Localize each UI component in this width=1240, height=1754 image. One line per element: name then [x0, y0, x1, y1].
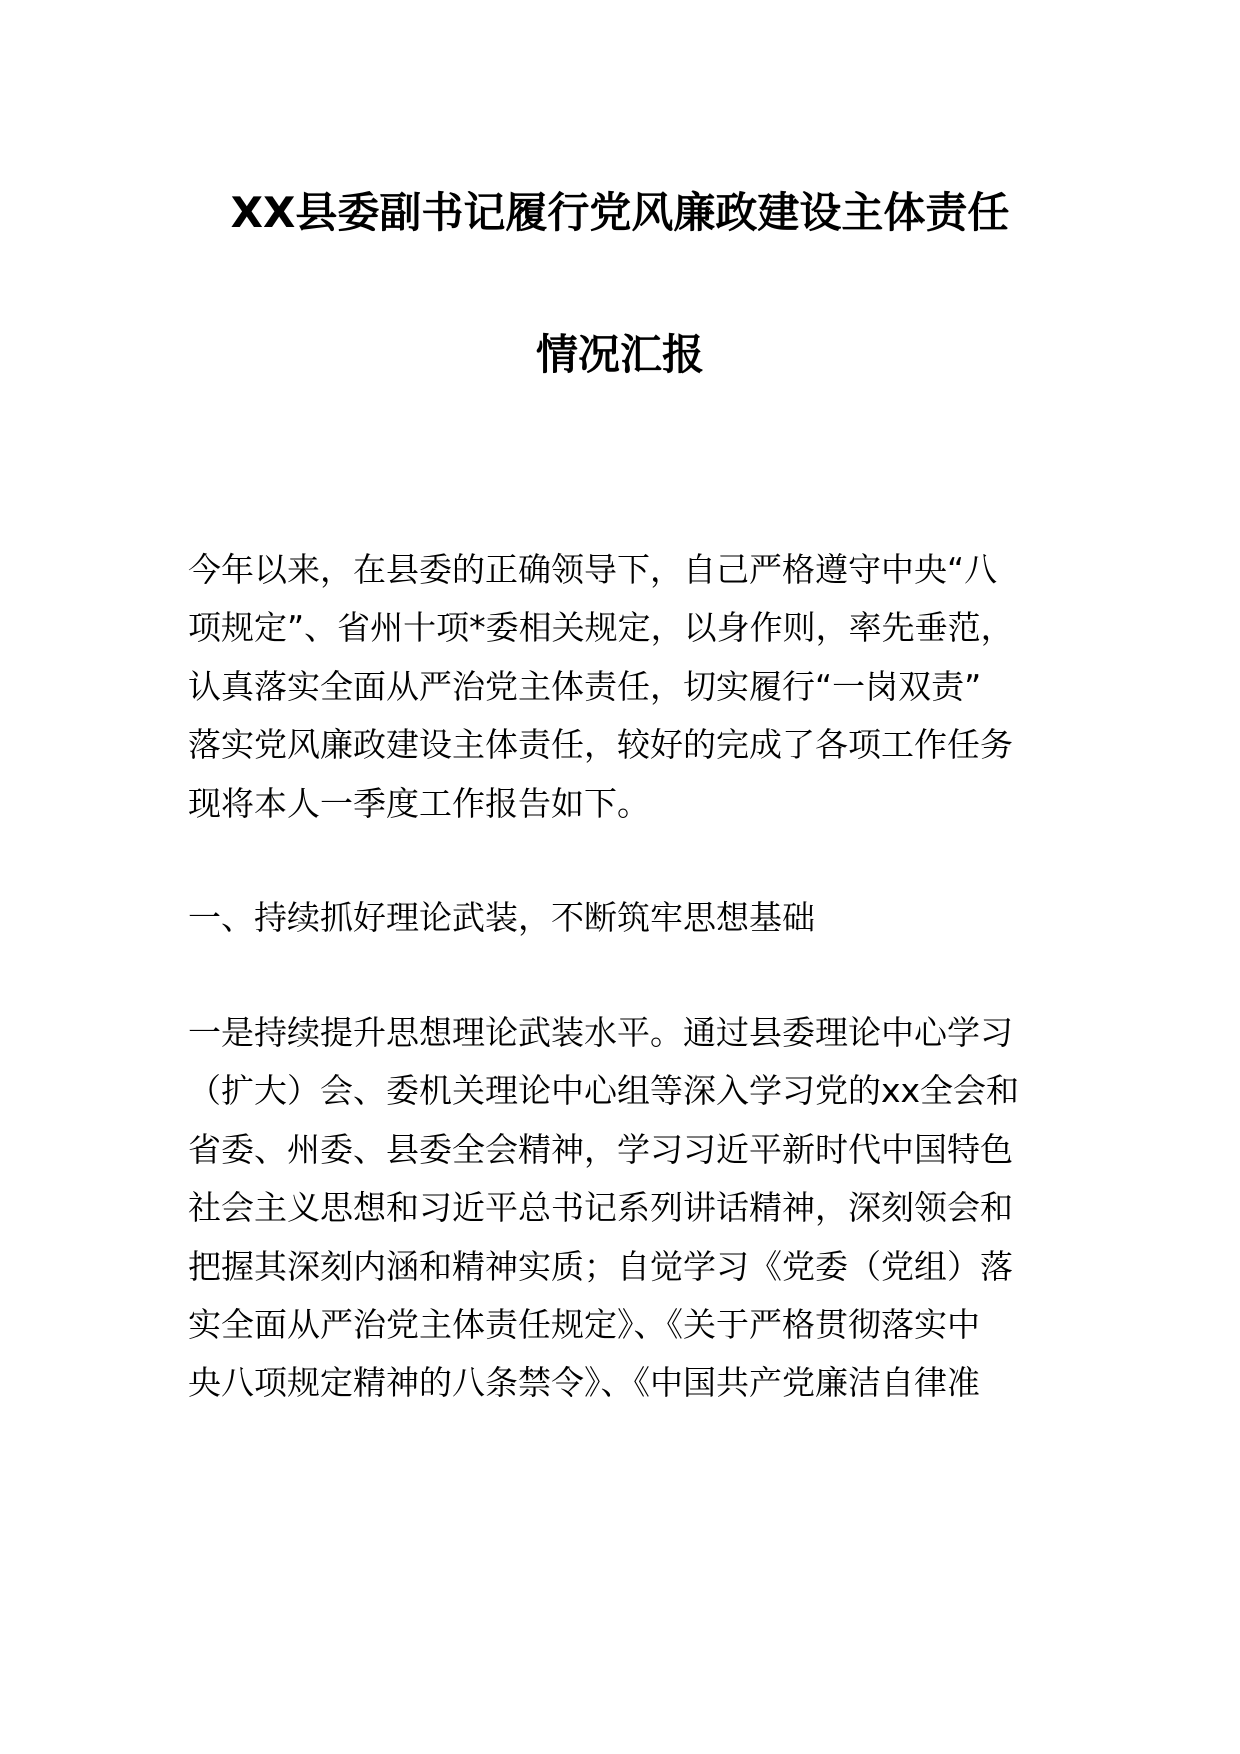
- text-line: （扩大）会、委机关理论中心组等深入学习党的xx全会和: [188, 1071, 1020, 1111]
- text-line: 落实党风廉政建设主体责任，较好的完成了各项工作任务: [188, 725, 1013, 765]
- text-line: 一是持续提升思想理论武装水平。通过县委理论中心学习: [188, 1013, 1013, 1052]
- intro-paragraph: [188, 541, 1068, 833]
- document-title-line-2: 情况汇报: [535, 330, 704, 379]
- text-line: 央八项规定精神的八条禁令》、《中国共产党廉洁自律准: [188, 1363, 980, 1403]
- text-line: 省委、州委、县委全会精神，学习习近平新时代中国特色: [188, 1129, 1013, 1169]
- text-line: 实全面从严治党主体责任规定》、《关于严格贯彻落实中: [188, 1304, 980, 1344]
- text-line: 社会主义思想和习近平总书记系列讲话精神，深刻领会和: [188, 1188, 1013, 1228]
- text-line: 认真落实全面从严治党主体责任，切实履行“一岗双责”: [188, 666, 982, 706]
- section-heading: 一、持续抓好理论武装，不断筑牢思想基础: [188, 898, 815, 937]
- text-line: 把握其深刻内涵和精神实质；自觉学习《党委（党组）落: [188, 1246, 1013, 1286]
- text-line: 项规定”、省州十项*委相关规定，以身作则，率先垂范，: [188, 608, 1014, 648]
- document-title-line-1: XX县委副书记履行党风廉政建设主体责任: [230, 188, 1010, 237]
- section-paragraph: [188, 1004, 1068, 1413]
- text-line: 今年以来，在县委的正确领导下，自己严格遵守中央“八: [188, 550, 998, 589]
- text-line: 现将本人一季度工作报告如下。: [188, 783, 650, 823]
